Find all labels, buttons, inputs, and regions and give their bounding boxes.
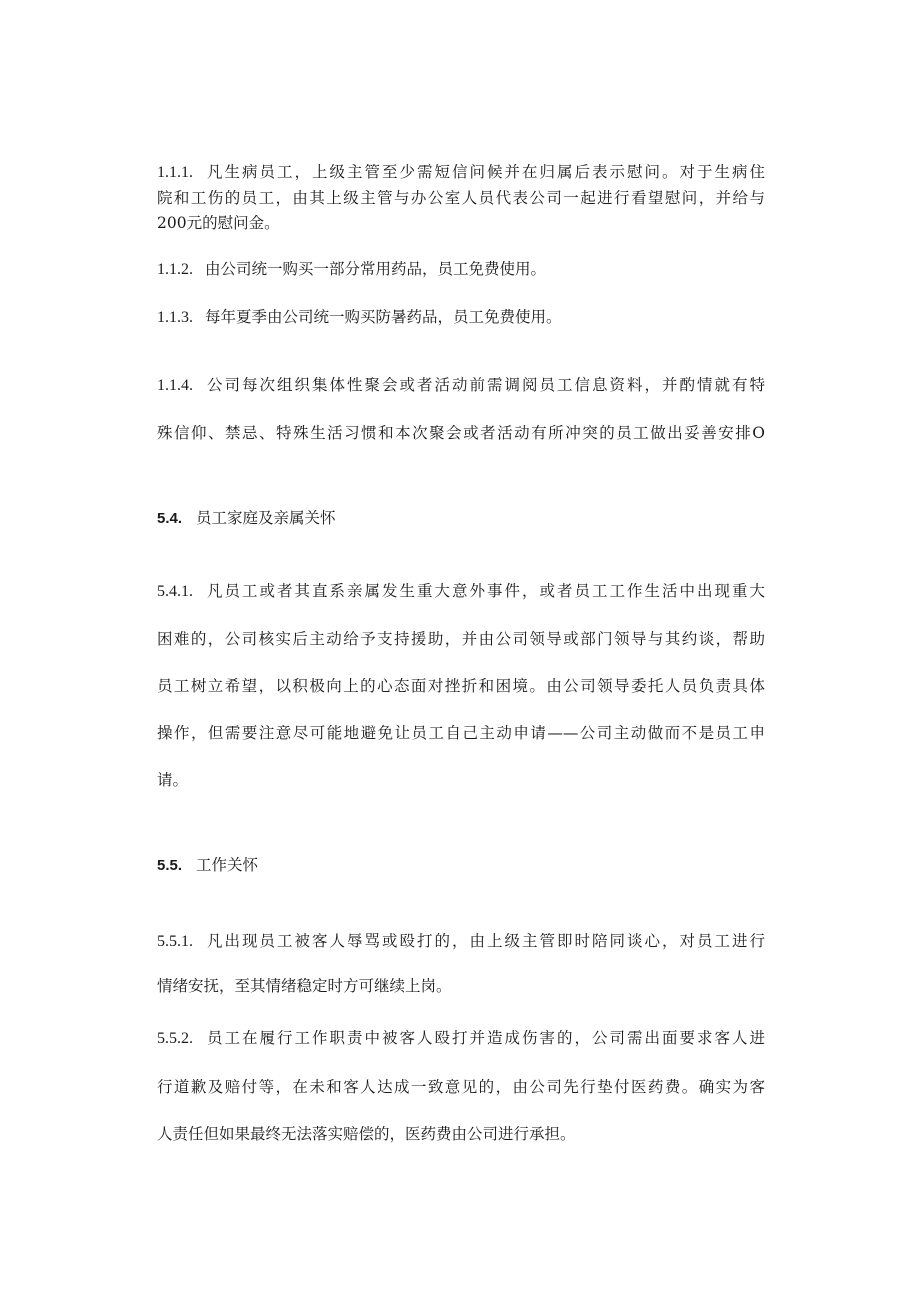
text-line: 5.5.2. 员工在履行工作职责中被客人殴打并造成伤害的，公司需出面要求客人进 <box>157 1029 765 1047</box>
text-line: 殊信仰、禁忌、特殊生活习惯和本次聚会或者活动有所冲突的员工做出妥善安排O <box>157 424 765 442</box>
clause-number: 5.4.1. <box>157 583 193 600</box>
text-line: 200元的慰问金。 <box>157 214 280 232</box>
text-line: 1.1.2. 由公司统一购买一部分常用药品，员工免费使用。 <box>157 260 547 278</box>
clause-1-1-2 <box>157 257 765 279</box>
text-line: 1.1.4. 公司每次组织集体性聚会或者活动前需调阅员工信息资料，并酌情就有特 <box>157 376 765 394</box>
text-line: 操作，但需要注意尽可能地避免让员工自己主动申请——公司主动做而不是员工申 <box>157 724 765 742</box>
clause-number: 1.1.4. <box>157 377 193 394</box>
clause-number: 5.5.2. <box>157 1030 193 1047</box>
section-title: 工作关怀 <box>196 856 259 874</box>
section-title: 员工家庭及亲属关怀 <box>196 509 336 527</box>
text-line: 人责任但如果最终无法落实赔偿的，医药费由公司进行承担。 <box>157 1125 576 1143</box>
section-number: 5.4. <box>157 510 183 527</box>
text-line: 5.4.1. 凡员工或者其直系亲属发生重大意外事件，或者员工工作生活中出现重大 <box>157 582 765 600</box>
clause-1-1-3 <box>157 305 765 327</box>
text-line: 困难的，公司核实后主动给予支持援助，并由公司领导或部门领导与其约谈，帮助 <box>157 630 765 648</box>
section-heading-5-5 <box>157 853 765 875</box>
text-line: 5.5.1. 凡出现员工被客人辱骂或殴打的，由上级主管即时陪同谈心，对员工进行 <box>157 932 765 950</box>
clause-number: 1.1.3. <box>157 309 193 326</box>
section-number: 5.5. <box>157 857 183 874</box>
text-line: 1.1.3. 每年夏季由公司统一购买防暑药品，员工免费使用。 <box>157 308 562 326</box>
text-line: 行道歉及赔付等，在未和客人达成一致意见的，由公司先行垫付医药费。确实为客 <box>157 1078 765 1096</box>
clause-number: 1.1.1. <box>157 164 193 181</box>
text-line: 情绪安抚，至其情绪稳定时方可继续上岗。 <box>157 977 452 995</box>
section-heading-5-4 <box>157 506 765 528</box>
clause-number: 1.1.2. <box>157 261 193 278</box>
clause-5-4-1 <box>157 579 765 790</box>
clause-5-5-1 <box>157 929 765 996</box>
clause-number: 5.5.1. <box>157 933 193 950</box>
text-line: 1.1.1. 凡生病员工，上级主管至少需短信问候并在归属后表示慰问。对于生病住 <box>157 163 765 181</box>
text-line: 请。 <box>157 771 189 789</box>
clause-5-5-2 <box>157 1026 765 1144</box>
text-line: 院和工伤的员工，由其上级主管与办公室人员代表公司一起进行看望慰问，并给与 <box>157 189 765 207</box>
text-line: 员工树立希望，以积极向上的心态面对挫折和困境。由公司领导委托人员负责具体 <box>157 677 765 695</box>
clause-1-1-1 <box>157 160 765 236</box>
clause-1-1-4 <box>157 373 765 443</box>
